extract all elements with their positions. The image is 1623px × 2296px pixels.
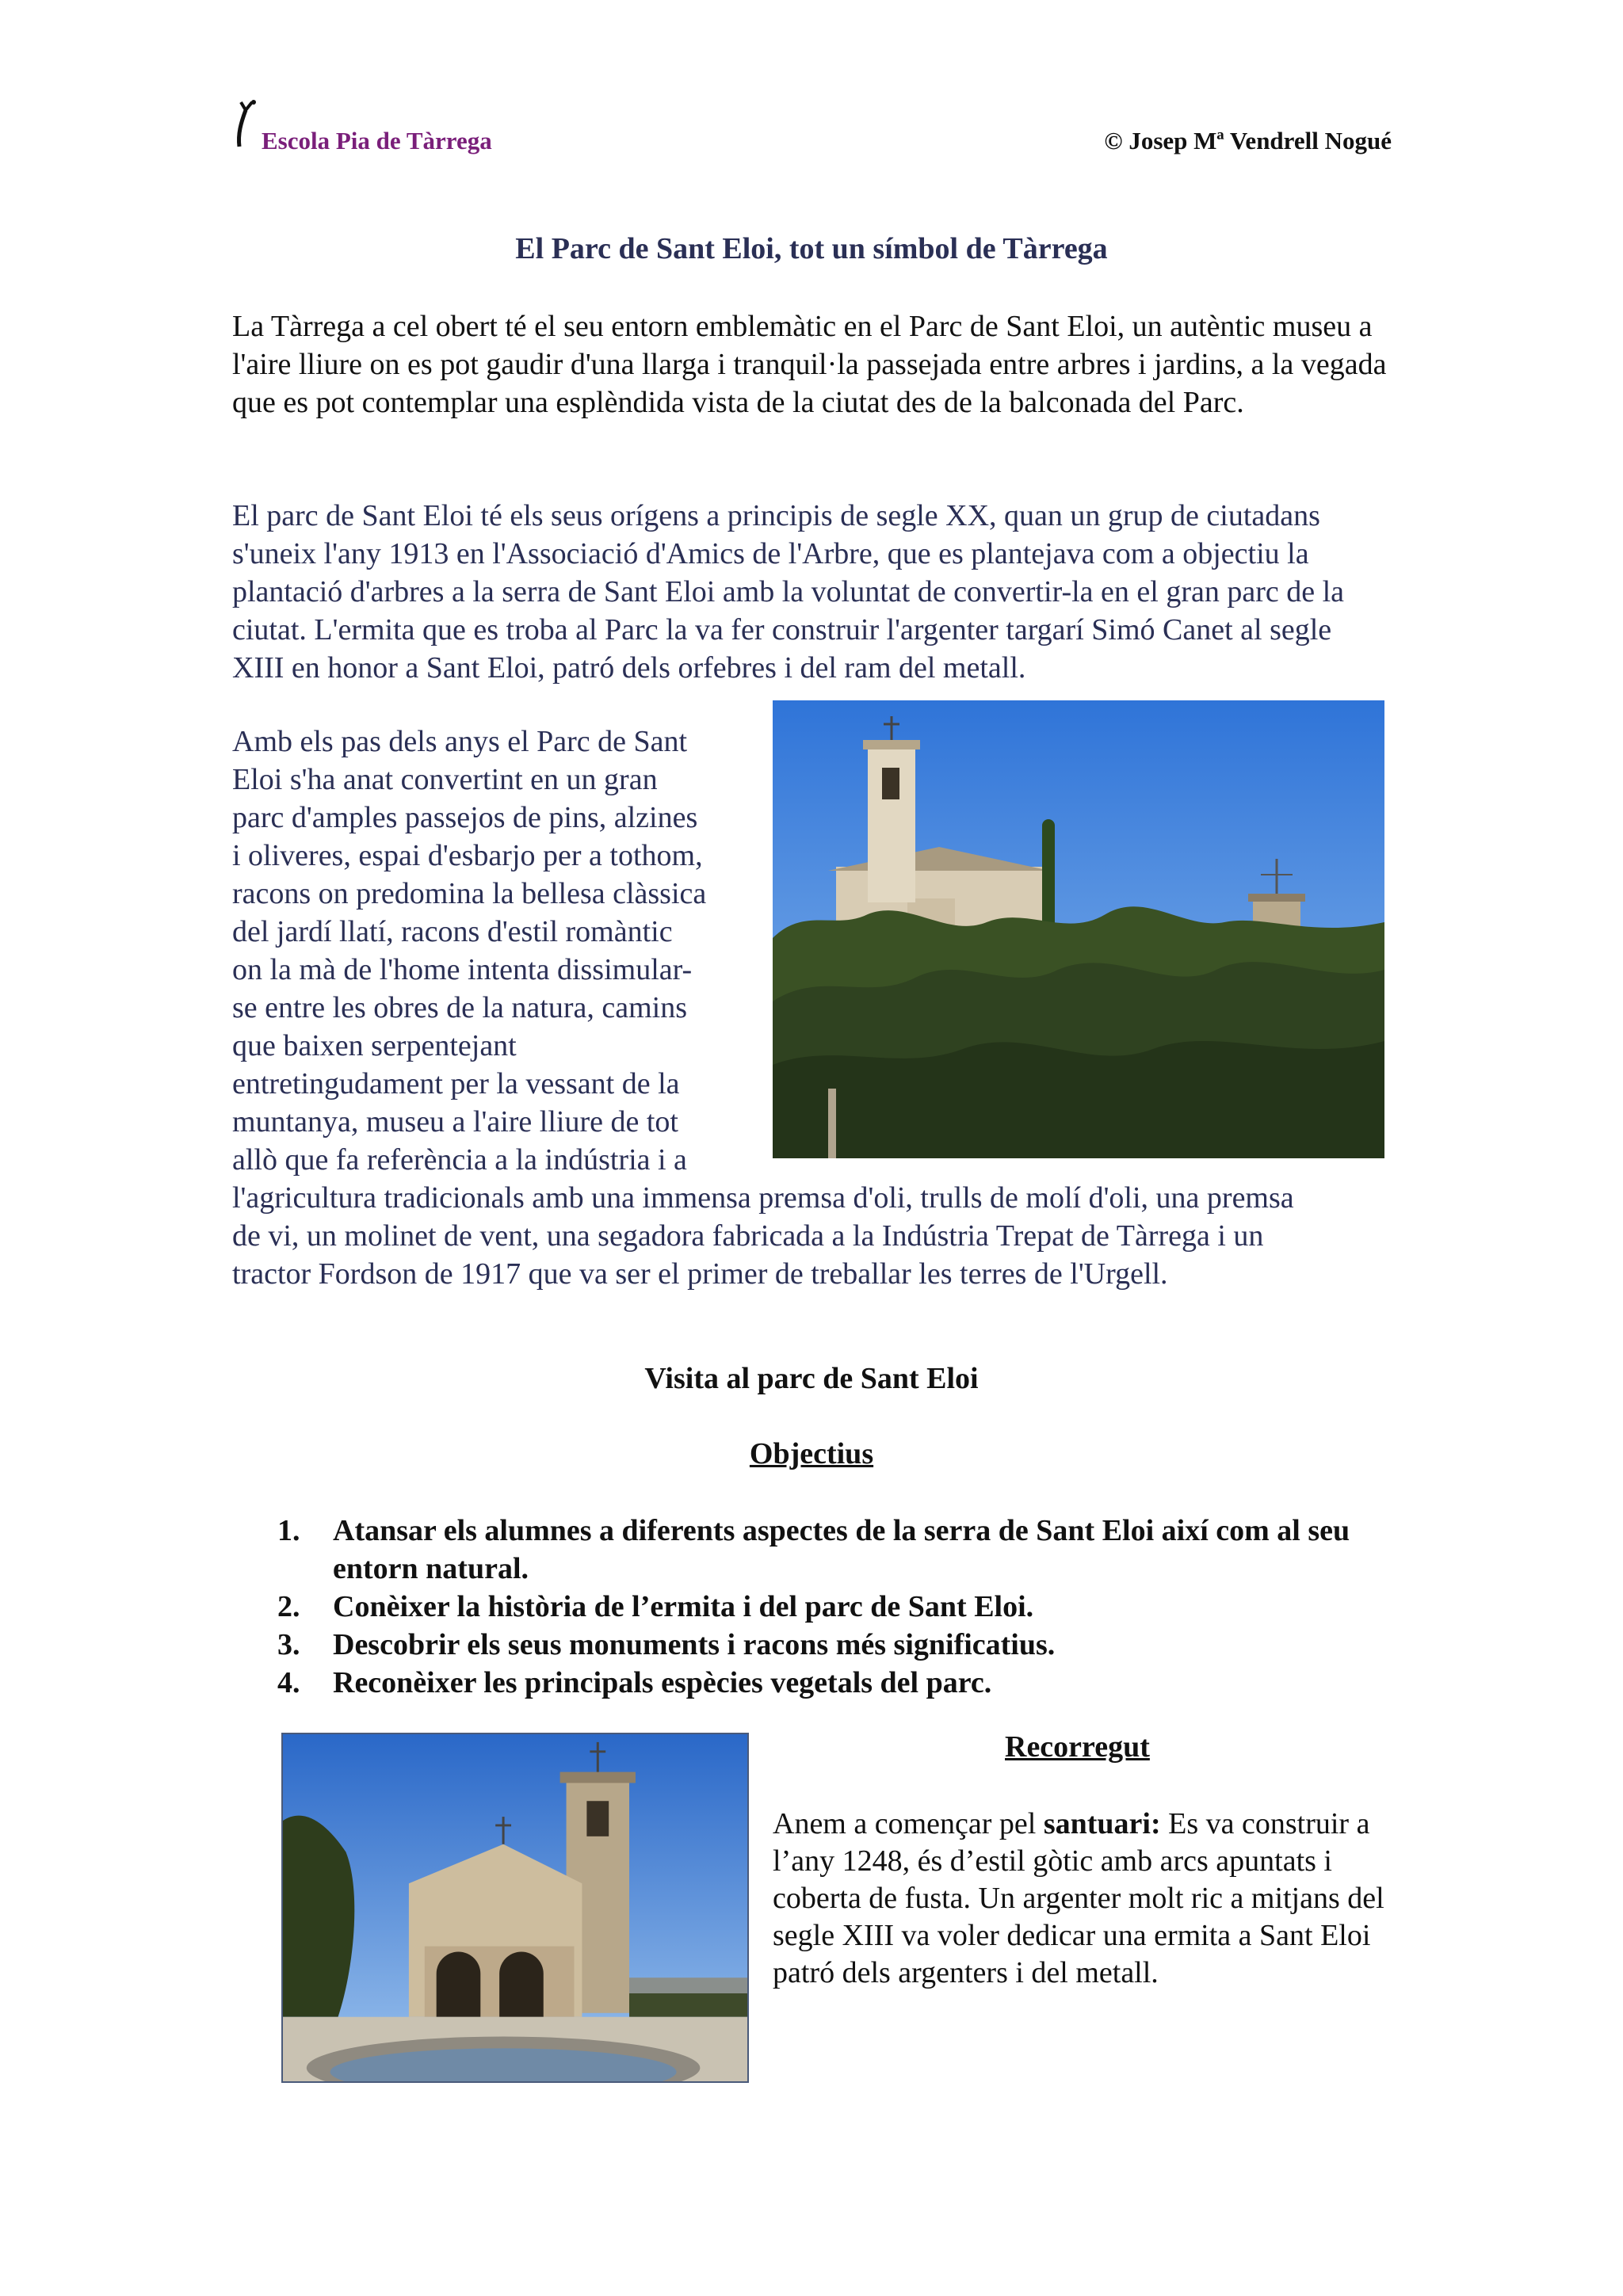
route-heading: Recorregut bbox=[1005, 1730, 1150, 1764]
paragraph-line: Amb els pas dels anys el Parc de Sant bbox=[232, 725, 688, 758]
list-number: 3. bbox=[277, 1628, 300, 1661]
objectives-list bbox=[277, 1512, 1403, 1702]
list-text: Conèixer la història de l’ermita i del parc de Sant Eloi. bbox=[333, 1590, 1034, 1623]
paragraph-line: tractor Fordson de 1917 que va ser el primer de treballar les terres de l'Urgell. bbox=[232, 1257, 1168, 1291]
list-text: Atansar els alumnes a diferents aspectes de la serra de Sant Eloi així com al seu entorn natural. bbox=[333, 1514, 1350, 1585]
intro-paragraph: La Tàrrega a cel obert té el seu entorn emblemàtic en el Parc de Sant Eloi, un autèntic museu a l'aire lliure on es pot gaudir d'una llarga i tranquil·la passejada entre arbres i jardins, a la vegada que es pot contemplar una esplèndida vista de la ciutat des de la balconada del Parc. bbox=[232, 310, 1387, 419]
route-paragraph bbox=[773, 1806, 1399, 1992]
paragraph-line: que baixen serpentejant bbox=[232, 1029, 517, 1062]
paragraph-line: entretingudament per la vessant de la bbox=[232, 1067, 680, 1100]
paragraph-line: on la mà de l'home intenta dissimular- bbox=[232, 953, 693, 986]
sanctuary-facade-photo bbox=[281, 1733, 749, 2083]
list-number: 2. bbox=[277, 1590, 300, 1623]
history-paragraph: El parc de Sant Eloi té els seus orígens a principis de segle XX, quan un grup de ciutadans s'uneix l'any 1913 en l'Associació d'Amics de l'Arbre, que es plantejava com a objectiu la plantació d'arbres a la serra de Sant Eloi amb la voluntat de convertir-la en el gran parc de la ciutat. L'ermita que es troba al Parc la va fer construir l'argenter targarí Simó Canet al segle XIII en honor a Sant Eloi, patró dels orfebres i del ram del metall. bbox=[232, 499, 1345, 685]
route-bold-term: santuari: bbox=[1043, 1807, 1161, 1840]
list-item bbox=[277, 1626, 1403, 1664]
paragraph-line: parc d'amples passejos de pins, alzines bbox=[232, 801, 698, 834]
objectives-heading: Objectius bbox=[749, 1437, 874, 1470]
paragraph-line: l'agricultura tradicionals amb una immensa premsa d'oli, trulls de molí d'oli, una premsa bbox=[232, 1181, 1294, 1215]
paragraph-line: del jardí llatí, racons d'estil romàntic bbox=[232, 915, 673, 948]
paragraph-line: muntanya, museu a l'aire lliure de tot bbox=[232, 1105, 678, 1138]
paragraph-line: allò que fa referència a la indústria i a bbox=[232, 1143, 687, 1177]
page-title: El Parc de Sant Eloi, tot un símbol de Tàrrega bbox=[515, 232, 1108, 265]
paragraph-line: se entre les obres de la natura, camins bbox=[232, 991, 687, 1024]
school-name: Escola Pia de Tàrrega bbox=[262, 127, 492, 154]
list-item bbox=[277, 1512, 1403, 1588]
copyright-author: © Josep Mª Vendrell Nogué bbox=[1104, 127, 1392, 154]
list-text: Descobrir els seus monuments i racons més significatius. bbox=[333, 1628, 1056, 1661]
paragraph-line: de vi, un molinet de vent, una segadora fabricada a la Indústria Trepat de Tàrrega i un bbox=[232, 1219, 1264, 1253]
route-rest-text: Es va construir a l’any 1248, és d’estil gòtic amb arcs apuntats i coberta de fusta. Un argenter molt ric a mitjans del segle XIII va voler dedicar una ermita a Sant Eloi patró dels argenters i del metall. bbox=[773, 1807, 1384, 1989]
list-item bbox=[277, 1588, 1403, 1626]
list-text: Reconèixer les principals espècies vegetals del parc. bbox=[333, 1666, 992, 1699]
hermitage-hill-photo bbox=[773, 700, 1384, 1158]
school-logo-icon bbox=[230, 99, 262, 148]
route-intro-text: Anem a començar pel bbox=[773, 1807, 1044, 1840]
list-item bbox=[277, 1664, 1403, 1702]
paragraph-line: i oliveres, espai d'esbarjo per a tothom, bbox=[232, 839, 703, 872]
visit-heading: Visita al parc de Sant Eloi bbox=[644, 1362, 979, 1395]
paragraph-line: Eloi s'ha anat convertint en un gran bbox=[232, 763, 658, 796]
paragraph-line: racons on predomina la bellesa clàssica bbox=[232, 877, 707, 910]
list-number: 4. bbox=[277, 1666, 300, 1699]
list-number: 1. bbox=[277, 1514, 300, 1547]
